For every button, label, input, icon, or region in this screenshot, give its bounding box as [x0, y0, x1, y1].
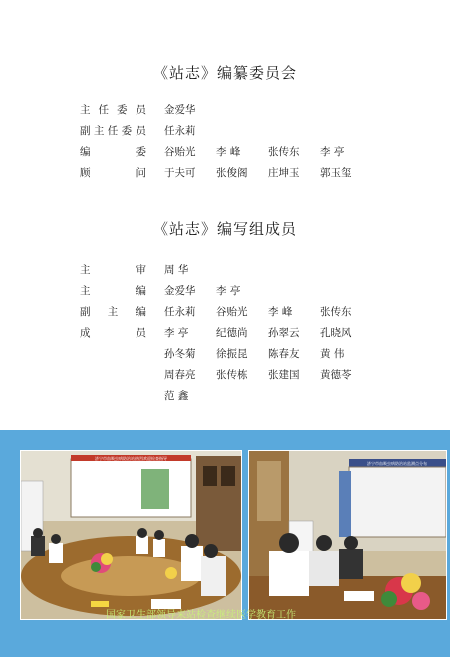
writing-group-role: 成员 — [80, 327, 146, 339]
writing-group-role: 副主编 — [80, 306, 146, 318]
writing-group-member-name: 黄 伟 — [320, 348, 345, 360]
meeting-photo-left — [20, 450, 242, 620]
committee-role: 主任委员 — [80, 104, 146, 116]
committee-member-name: 金爱华 — [164, 104, 196, 116]
committee-member-name: 任永莉 — [164, 125, 196, 137]
committee-member-name: 张俊阁 — [216, 167, 248, 179]
writing-group-role: 主审 — [80, 264, 146, 276]
meeting-photo-right — [248, 450, 447, 620]
writing-group-member-name: 张传栋 — [216, 369, 248, 381]
committee-title: 《站志》编纂委员会 — [152, 64, 297, 82]
committee-member-name: 谷贻光 — [164, 146, 196, 158]
writing-group-member-name: 周 华 — [164, 264, 189, 276]
writing-group-member-name: 李 峰 — [268, 306, 293, 318]
writing-group-member-name: 李 亭 — [164, 327, 189, 339]
meeting-room-image — [21, 451, 241, 619]
committee-role: 顾问 — [80, 167, 146, 179]
writing-group-member-name: 陈春友 — [268, 348, 300, 360]
writing-group-member-name: 孙冬菊 — [164, 348, 196, 360]
committee-role: 编委 — [80, 146, 146, 158]
meeting-room-image-2 — [249, 451, 446, 619]
writing-group-member-name: 范 鑫 — [164, 390, 189, 402]
writing-group-member-name: 谷贻光 — [216, 306, 248, 318]
committee-member-name: 张传东 — [268, 146, 300, 158]
writing-group-member-name: 李 亭 — [216, 285, 241, 297]
writing-group-member-name: 纪德尚 — [216, 327, 248, 339]
right-banner-text: 济宁市血吸虫病防治站监测点分布 — [367, 461, 427, 466]
writing-group-member-name: 任永莉 — [164, 306, 196, 318]
writing-group-member-name: 张建国 — [268, 369, 300, 381]
committee-member-name: 庄坤玉 — [268, 167, 300, 179]
writing-group-member-name: 徐振昆 — [216, 348, 248, 360]
writing-group-title: 《站志》编写组成员 — [152, 220, 297, 238]
photo-band — [0, 430, 450, 657]
left-banner-text: 济宁市血吸虫病防治站热烈欢迎检查指导 — [95, 456, 167, 461]
committee-member-name: 李 峰 — [216, 146, 241, 158]
writing-group-member-name: 张传东 — [320, 306, 352, 318]
writing-group-member-name: 金爱华 — [164, 285, 196, 297]
committee-member-name: 于夫可 — [164, 167, 196, 179]
committee-member-name: 郭玉玺 — [320, 167, 352, 179]
committee-member-name: 李 亭 — [320, 146, 345, 158]
photo-caption: 国家卫生部领导来站检查继续医学教育工作 — [106, 610, 296, 621]
writing-group-member-name: 周春亮 — [164, 369, 196, 381]
writing-group-member-name: 孔晓风 — [320, 327, 352, 339]
writing-group-member-name: 黄德苓 — [320, 369, 352, 381]
committee-role: 副主任委员 — [80, 125, 146, 137]
writing-group-member-name: 孙翠云 — [268, 327, 300, 339]
writing-group-role: 主编 — [80, 285, 146, 297]
